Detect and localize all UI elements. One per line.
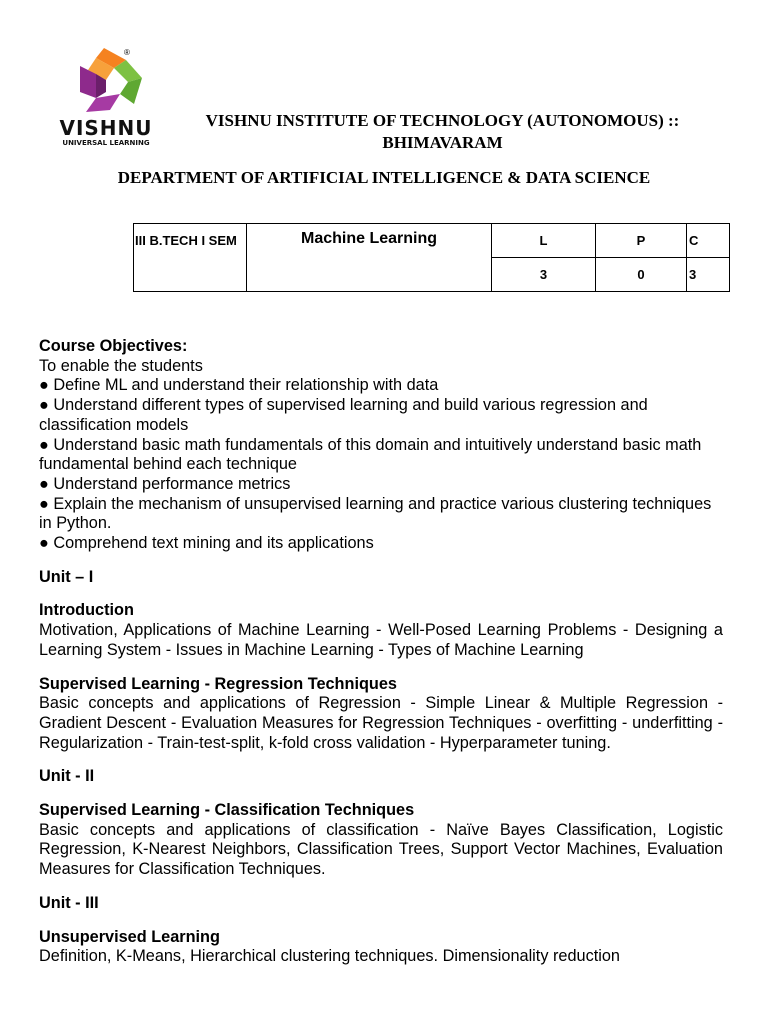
- subject-cell: Machine Learning: [247, 224, 492, 292]
- course-table-row: [134, 224, 730, 258]
- vishnu-logo-icon: [66, 48, 146, 114]
- section-body: Definition, K-Means, Hierarchical clustering techniques. Dimensionality reduction: [39, 947, 620, 966]
- objectives-title: Course Objectives:: [39, 337, 188, 355]
- header-l: L: [492, 224, 596, 258]
- section-heading: Supervised Learning - Regression Techniques: [39, 674, 397, 693]
- section-heading: Supervised Learning - Classification Techniques: [39, 801, 415, 820]
- objective-item: ● Comprehend text mining and its applications: [39, 534, 374, 553]
- value-p: 0: [596, 258, 687, 292]
- registered-mark: ®: [124, 48, 130, 57]
- section-body: Motivation, Applications of Machine Learning - Well-Posed Learning Problems - Designing a Learning System - Issues in Machine Learning - Types of Machine Learning: [39, 621, 723, 659]
- semester-cell: III B.TECH I SEM: [134, 224, 247, 292]
- unit-2-title: Unit - II: [39, 767, 95, 786]
- objective-item: ● Understand different types of supervised learning and build various regression and classification models: [39, 396, 648, 434]
- section-heading: Unsupervised Learning: [39, 927, 220, 946]
- department-heading: DEPARTMENT OF ARTIFICIAL INTELLIGENCE & DATA SCIENCE: [117, 168, 651, 187]
- objective-item: ● Understand performance metrics: [39, 474, 291, 493]
- syllabus-content: [39, 337, 723, 967]
- objective-item: ● Define ML and understand their relationship with data: [39, 376, 439, 395]
- value-l: 3: [492, 258, 596, 292]
- logo-name: VISHNU: [59, 116, 153, 140]
- vishnu-logo: [58, 48, 154, 150]
- institute-name: VISHNU INSTITUTE OF TECHNOLOGY (AUTONOMOUS) ::: [205, 111, 680, 130]
- value-c: 3: [687, 258, 730, 292]
- logo-tagline: UNIVERSAL LEARNING: [62, 139, 150, 147]
- institute-city: BHIMAVARAM: [382, 133, 503, 152]
- section-body: Basic concepts and applications of Regression - Simple Linear & Multiple Regression - Gradient Descent - Evaluation Measures for Regression Techniques - overfitting - underfitting - Regularization - Train-test-split, k-fold cross validation - Hyperparameter tuning.: [39, 694, 723, 752]
- course-table: [133, 223, 730, 292]
- section-body: Basic concepts and applications of classification - Naïve Bayes Classification, Logistic Regression, K-Nearest Neighbors, Classification Trees, Support Vector Machines, Evaluation Measures for Classification Techniques.: [39, 820, 723, 879]
- unit-1-title: Unit – I: [39, 567, 94, 586]
- objectives-intro: To enable the students: [39, 356, 203, 375]
- objective-item: ● Explain the mechanism of unsupervised learning and practice various clustering techniques in Python.: [39, 494, 712, 533]
- section-heading: Introduction: [39, 601, 134, 620]
- header-p: P: [596, 224, 687, 258]
- header-c: C: [687, 224, 730, 258]
- unit-3-title: Unit - III: [39, 893, 99, 912]
- institute-heading: [160, 110, 725, 154]
- objective-item: ● Understand basic math fundamentals of this domain and intuitively understand basic math fundamental behind each technique: [39, 435, 702, 474]
